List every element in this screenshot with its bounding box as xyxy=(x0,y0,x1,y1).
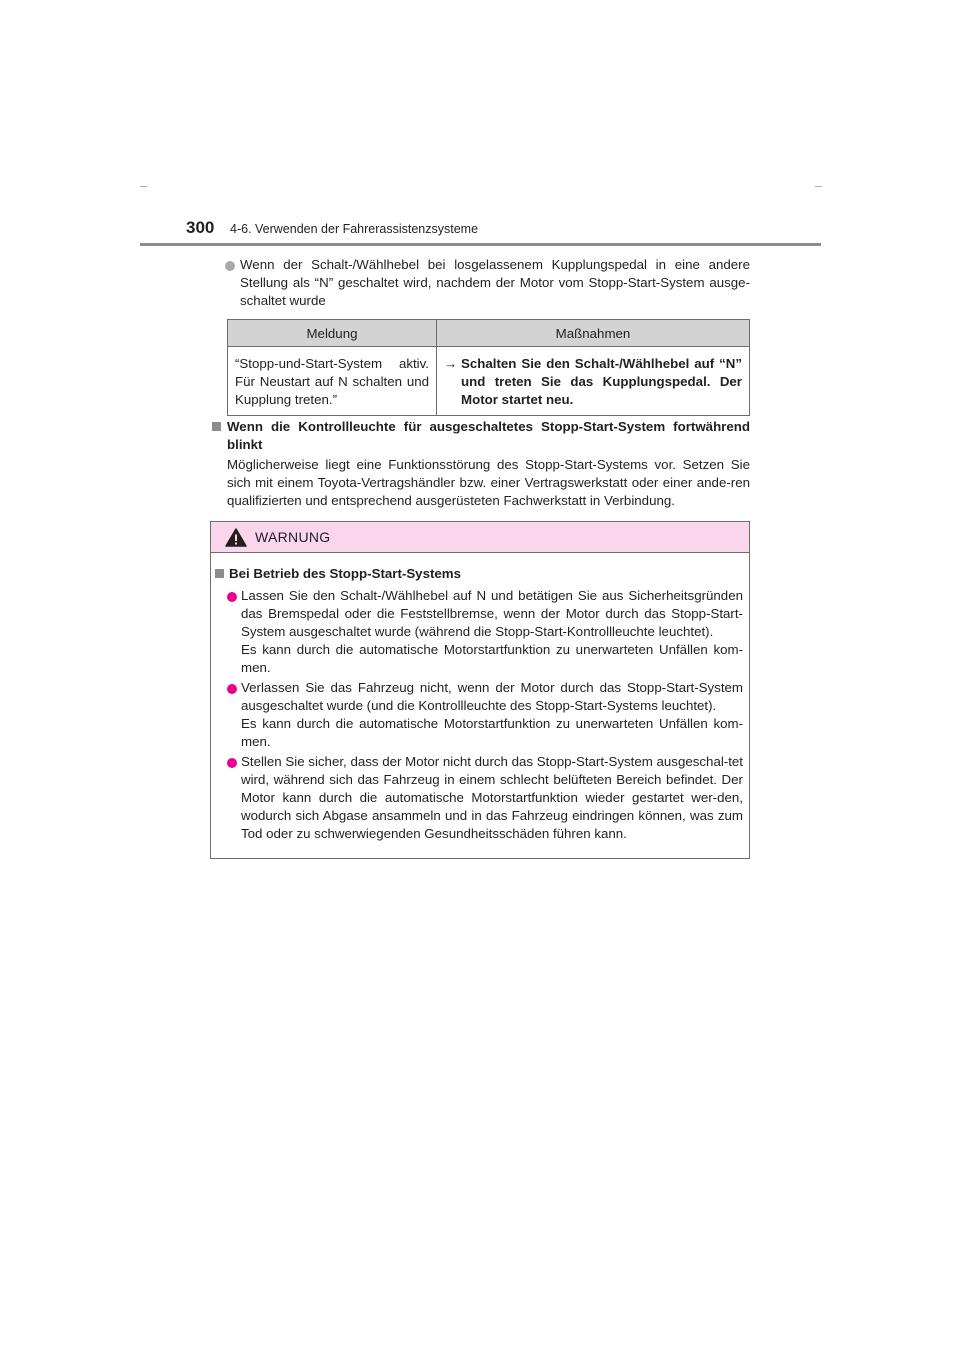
crop-mark-left xyxy=(140,186,147,187)
section-square-icon xyxy=(215,569,224,578)
action-text: Schalten Sie den Schalt-/Wählhebel auf “N” und treten Sie das Kupplungspedal. Der Motor startet neu. xyxy=(461,356,742,407)
warning-heading: Bei Betrieb des Stopp-Start-Systems xyxy=(229,566,462,581)
table-header-message: Meldung xyxy=(228,320,437,347)
table-header-action: Maßnahmen xyxy=(437,320,750,347)
warning-item-note: Es kann durch die automatische Motorstartfunktion zu unerwarteten Unfällen kom-men. xyxy=(241,642,743,675)
subsection-heading: Wenn die Kontrollleuchte für ausgeschaltetes Stopp-Start-System fortwährend blinkt xyxy=(227,419,750,452)
table-row xyxy=(228,347,750,416)
arrow-right-icon: → xyxy=(444,356,458,371)
message-table xyxy=(227,319,750,416)
table-cell-action xyxy=(437,347,750,416)
header-divider xyxy=(140,243,821,246)
warning-item-note: Es kann durch die automatische Motorstartfunktion zu unerwarteten Unfällen kom-men. xyxy=(241,716,743,749)
warning-item: Verlassen Sie das Fahrzeug nicht, wenn der Motor durch das Stopp-Start-System ausgeschaltet wurde (und die Kontrollleuchte des Stopp-Start-Systems leuchtet). xyxy=(241,680,743,713)
subsection-body: Möglicherweise liegt eine Funktionsstörung des Stopp-Start-Systems vor. Setzen Sie sich mit einem Toyota-Vertragshändler bzw. einer Vertragswerkstatt oder einer ande-ren qualifizierten und entsprechend ausgerüsteten Fachwerkstatt in Verbindung. xyxy=(227,457,750,508)
page-number: 300 xyxy=(186,218,215,237)
table-cell-message: “Stopp-und-Start-System aktiv. Für Neustart auf N schalten und Kupplung treten.” xyxy=(228,347,437,416)
warning-header xyxy=(211,522,749,553)
warning-item: Stellen Sie sicher, dass der Motor nicht durch das Stopp-Start-System ausgeschal-tet wird, während sich das Fahrzeug in einem schlecht belüfteten Bereich befindet. Der Motor kann durch die automatische Motorstartfunktion wieder gestartet wer-den, wodurch sich Abgase ansammeln und in das Fahrzeug eindringen können, was zum Tod oder zu schwerwiegenden Gesundheitsschäden führen kann. xyxy=(241,754,743,841)
bullet-dot-icon xyxy=(227,758,237,768)
section-title: 4-6. Verwenden der Fahrerassistenzsysteme xyxy=(230,222,479,236)
warning-title: WARNUNG xyxy=(255,529,331,545)
bullet-dot-icon xyxy=(225,261,235,271)
warning-triangle-icon xyxy=(225,528,247,547)
warning-item: Lassen Sie den Schalt-/Wählhebel auf N und betätigen Sie aus Sicherheitsgründen das Bremspedal oder die Feststellbremse, wenn der Motor durch das Stopp-Start-System ausgeschaltet wurde (während die Stopp-Start-Kontrollleuchte leuchtet). xyxy=(241,588,743,639)
warning-box xyxy=(210,521,750,859)
bullet-dot-icon xyxy=(227,684,237,694)
section-square-icon xyxy=(212,422,221,431)
bullet-text: Wenn der Schalt-/Wählhebel bei losgelassenem Kupplungspedal in eine andere Stellung als “N” geschaltet wird, nachdem der Motor vom Stopp-Start-System ausge-schaltet wurde xyxy=(240,257,750,308)
crop-mark-right xyxy=(815,186,822,187)
bullet-dot-icon xyxy=(227,592,237,602)
